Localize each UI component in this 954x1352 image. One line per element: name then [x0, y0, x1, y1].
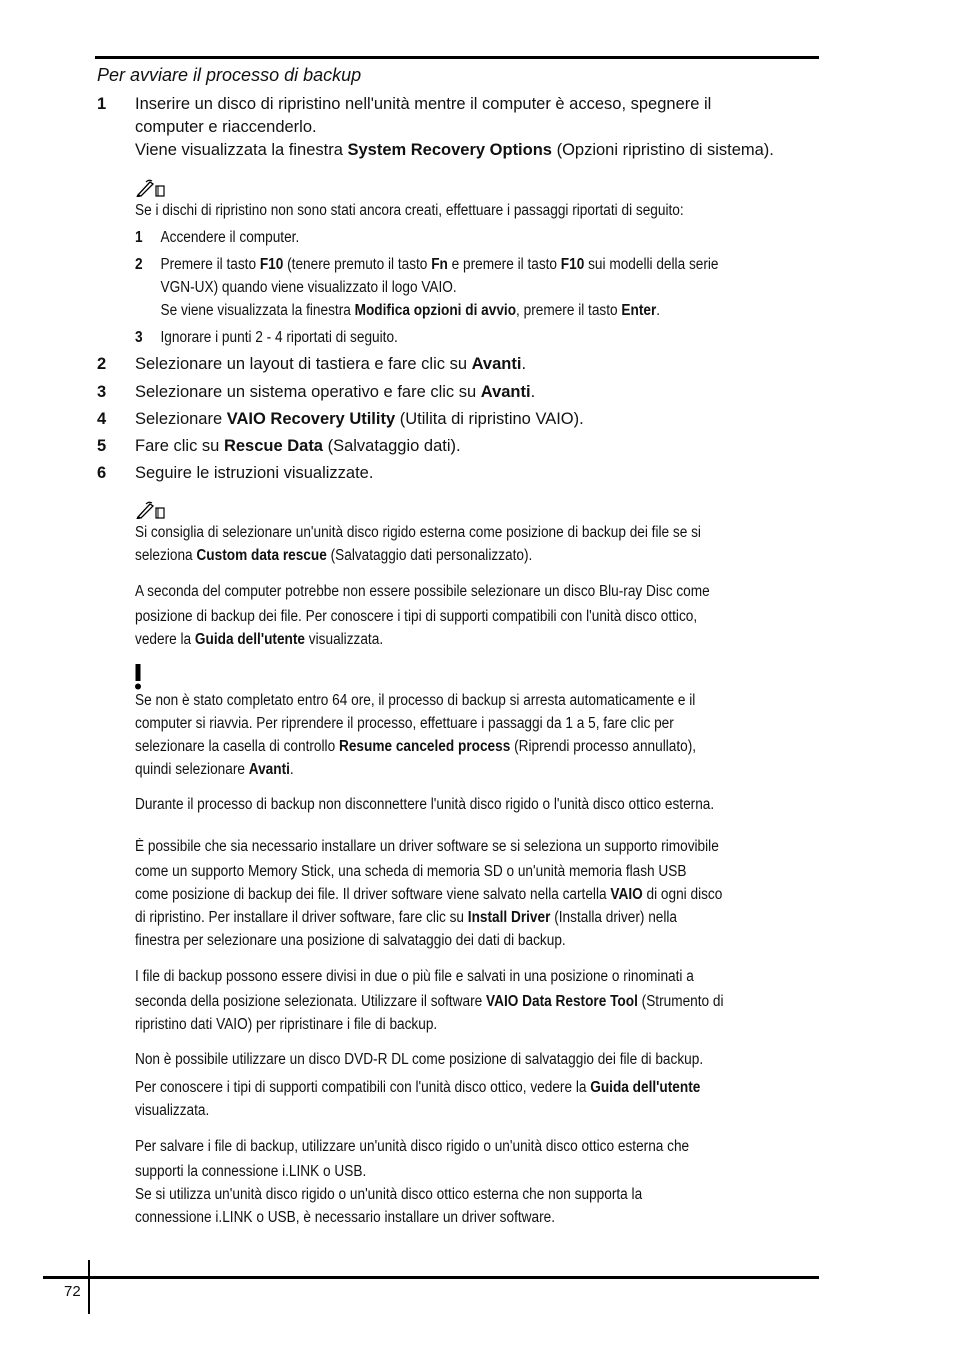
warning-paragraph: I file di backup possono essere divisi in due o più file e salvati in una posizione o rinominati a seconda della posizione selezionata. Utilizzare il software VAIO Data Restore Tool (Strumento di ripristino dati VAIO) per ripristinare i file di backup.: [135, 968, 724, 1033]
footer-rule: [43, 1276, 819, 1279]
note-pencil-icon: [136, 501, 166, 519]
warning-paragraph: Non è possibile utilizzare un disco DVD-R DL come posizione di salvataggio dei file di backup.: [135, 1051, 704, 1068]
step-text: computer e riaccenderlo.: [135, 118, 317, 136]
step-text: Inserire un disco di ripristino nell'unità mentre il computer è acceso, spegnere il: [135, 95, 712, 113]
step-3: 3 Selezionare un sistema operativo e fare clic su Avanti.: [97, 383, 536, 401]
note-paragraph: Si consiglia di selezionare un'unità disco rigido esterna come posizione di backup dei file se si seleziona Custom data rescue (Salvataggio dati personalizzato).: [135, 524, 701, 564]
warning-exclamation-icon: [134, 664, 142, 690]
warning-paragraph: È possibile che sia necessario installare un driver software se si seleziona un supporto rimovibile come un supporto Memory Stick, una scheda di memoria SD o un'unità memoria flash USB come posizione di backup dei file. Il driver software viene salvato nella cartella VAIO di ogni disco di ripristino. Per installare il driver software, fare clic su Install Driver (Installa driver) nella finestra per selezionare una posizione di salvataggio dei dati di backup.: [135, 838, 723, 949]
footer-vertical-rule: [88, 1260, 90, 1314]
step-4: 4 Selezionare VAIO Recovery Utility (Utilita di ripristino VAIO).: [97, 410, 584, 428]
warning-paragraph: Per conoscere i tipi di supporti compatibili con l'unità disco ottico, vedere la Guida dell'utente visualizzata.: [135, 1079, 701, 1119]
page-number: 72: [64, 1283, 81, 1300]
top-rule: [95, 56, 819, 59]
step-6: 6 Seguire le istruzioni visualizzate.: [97, 464, 374, 482]
step-5: 5 Fare clic su Rescue Data (Salvataggio dati).: [97, 437, 461, 455]
warning-paragraph: Se non è stato completato entro 64 ore, il processo di backup si arresta automaticamente e il computer si riavvia. Per riprendere il processo, effettuare i passaggi da 1 a 5, fare clic per selezionare la casella di controllo Resume canceled process (Riprendi processo annullato), quindi selezionare Avanti.: [135, 692, 697, 778]
step-text: Viene visualizzata la finestra System Recovery Options (Opzioni ripristino di sistema).: [135, 141, 774, 159]
note-pencil-icon: [136, 179, 166, 197]
note-substep-3: 3 Ignorare i punti 2 - 4 riportati di seguito.: [135, 329, 398, 346]
warning-paragraph: Durante il processo di backup non disconnettere l'unità disco rigido o l'unità disco ottico esterna.: [135, 796, 715, 813]
note-substep-1: 1 Accendere il computer.: [135, 229, 300, 246]
warning-paragraph: Per salvare i file di backup, utilizzare un'unità disco rigido o un'unità disco ottico esterna che supporti la connessione i.LINK o USB. Se si utilizza un'unità disco rigido o un'unità disco ottico esterna che non supporta la connessione i.LINK o USB, è necessario installare un driver software.: [135, 1138, 690, 1226]
note-intro: Se i dischi di ripristino non sono stati ancora creati, effettuare i passaggi riportati di seguito:: [135, 202, 684, 219]
step-number: 1: [97, 95, 107, 113]
step-2: 2 Selezionare un layout di tastiera e fare clic su Avanti.: [97, 355, 527, 373]
step-1: [97, 93, 822, 162]
section-heading: Per avviare il processo di backup: [97, 65, 362, 85]
note-paragraph: A seconda del computer potrebbe non essere possibile selezionare un disco Blu-ray Disc come posizione di backup dei file. Per conoscere i tipi di supporti compatibili con l'unità disco ottico, vedere la Guida dell'utente visualizzata.: [135, 583, 710, 648]
note-substep-2: 2 Premere il tasto F10 (tenere premuto il tasto Fn e premere il tasto F10 sui modelli della serie VGN-UX) quando viene visualizzato il logo VAIO. Se viene visualizzata la finestra Modifica opzioni di avvio, premere il tasto Enter.: [135, 256, 719, 319]
